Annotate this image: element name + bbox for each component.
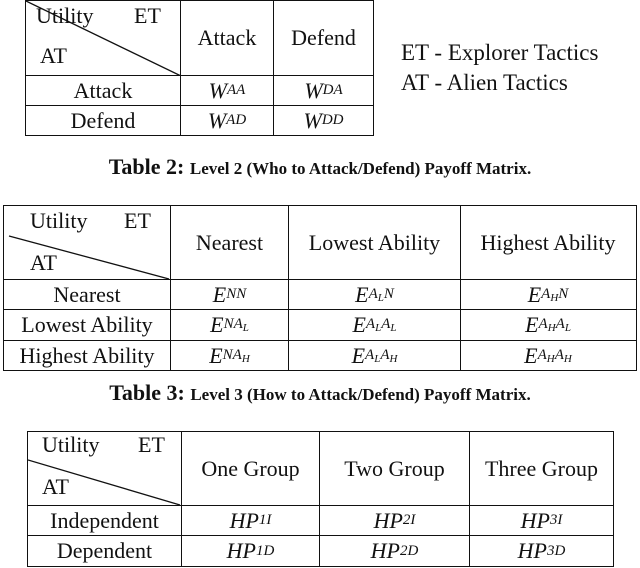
table3-caption-text: Level 3 (How to Attack/Defend) Payoff Matrix.	[190, 385, 531, 404]
payoff-table-level3	[27, 431, 614, 567]
table2-caption-text: Level 2 (Who to Attack/Defend) Payoff Matrix.	[189, 159, 532, 178]
table3-corner-cell	[28, 432, 181, 506]
table1-col-header: Attack	[197, 25, 257, 50]
table2-caption-label: Table 2:	[108, 154, 185, 179]
table2-cell: E $A_LA_H$	[351, 342, 398, 368]
table3-row-header: Dependent	[56, 538, 153, 563]
table1-corner-at: AT	[40, 43, 67, 68]
table1-corner-utility: Utility	[36, 3, 94, 28]
table2-cell: E $A_LN$	[355, 281, 394, 307]
table2-col-header: Lowest Ability	[308, 229, 441, 255]
table3-cell: HP 3D	[517, 538, 566, 563]
legend-et: ET - Explorer Tactics	[401, 40, 599, 65]
table3-col-header: One Group	[201, 455, 300, 481]
table1-cell: W DA	[304, 77, 343, 103]
table3-col-header: Two Group	[344, 455, 445, 481]
table2-corner-cell	[4, 206, 170, 280]
table1-cell: W AD	[207, 107, 247, 133]
table3-cell: HP 3I	[520, 507, 563, 533]
table2-row-header: Highest Ability	[19, 342, 155, 368]
table2-caption	[0, 154, 640, 180]
table1-corner-et: ET	[134, 3, 161, 28]
table2-cell: E $A_LA_L$	[352, 312, 397, 337]
table3-corner-at: AT	[42, 474, 69, 499]
table1-cell: W DD	[303, 107, 344, 133]
table3-caption	[0, 380, 640, 406]
table3-cell: HP 2I	[373, 507, 416, 533]
table3-cell: HP 1D	[226, 538, 275, 563]
table1-cell: W AA	[208, 77, 246, 103]
payoff-table-level1	[25, 0, 374, 136]
table1-row-header: Attack	[73, 77, 133, 103]
table1-col-header: Defend	[291, 25, 356, 50]
table2-cell: E $A_HN$	[527, 281, 569, 307]
table2-corner-at: AT	[30, 250, 57, 275]
table3-col-header: Three Group	[484, 455, 598, 481]
table2-cell: E $NA_H$	[209, 342, 250, 368]
table1-row-header: Defend	[70, 107, 136, 133]
table2-corner-utility: Utility	[30, 208, 88, 233]
table2-corner-et: ET	[124, 208, 151, 233]
table3-cell: HP 1I	[229, 507, 272, 533]
table3-caption-label: Table 3:	[109, 380, 185, 405]
table2-cell: E $A_HA_H$	[524, 342, 572, 368]
table2-col-header: Highest Ability	[480, 229, 616, 255]
table3-corner-utility: Utility	[42, 432, 100, 457]
table3-row-header: Independent	[50, 507, 159, 533]
legend-at: AT - Alien Tactics	[401, 70, 568, 95]
table3-cell: HP 2D	[370, 538, 419, 563]
table2-cell: E NN	[212, 281, 247, 307]
table2-cell: E $NA_L$	[210, 312, 249, 337]
table2-row-header: Lowest Ability	[21, 312, 153, 337]
payoff-table-level2	[3, 205, 637, 371]
table2-cell: E $A_HA_L$	[525, 312, 571, 337]
table2-row-header: Nearest	[53, 281, 121, 307]
table3-corner-et: ET	[138, 432, 165, 457]
table2-col-header: Nearest	[195, 229, 264, 255]
table1-corner-cell	[26, 1, 181, 76]
